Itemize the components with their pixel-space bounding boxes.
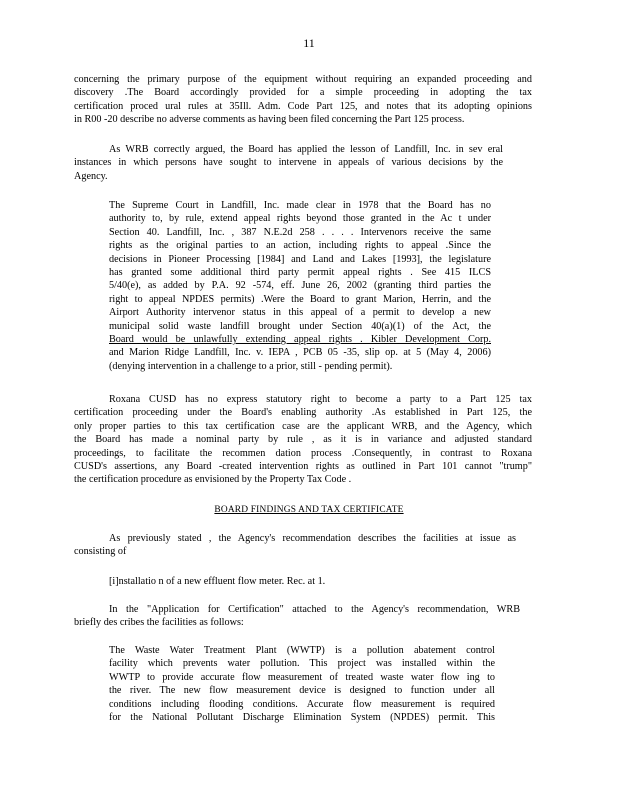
text-line: As previously stated , the Agency's recommendation describes the facilities at issue as (109, 533, 516, 544)
text-line: the certification procedure as envisioned by the Property Tax Code . (74, 474, 352, 486)
text-line: certification proced ural rules at 35Ill. Adm. Code Part 125, and notes that its adopting opinions (74, 100, 532, 112)
text-line: As WRB correctly argued, the Board has applied the lesson of Landfill, Inc. in sev eral (109, 144, 503, 155)
paragraph-2 (74, 143, 503, 183)
text-line: discovery .The Board accordingly provided for a simple proceeding in adopting the tax (74, 87, 532, 99)
text-line: for the National Pollutant Discharge Elimination System (NPDES) permit. This (109, 712, 495, 724)
text-line: 5/40(e), as added by P.A. 92 -574, eff. June 26, 2002 (granting third parties the (109, 280, 491, 292)
text-line: only proper parties to this tax certification case are the applicant WRB, and the Agency, which (74, 420, 532, 432)
text-line: In the "Application for Certification" attached to the Agency's recommendation, WRB (109, 604, 520, 615)
block-quote-2 (109, 575, 409, 588)
text-line: conditions including flooding conditions. Accurate flow measurement is required (109, 698, 495, 710)
text-line: has granted some additional third party permit appeal rights . See 415 ILCS (109, 267, 491, 279)
text-line: briefly des cribes the facilities as follows: (74, 617, 244, 629)
text-line: (denying intervention in a challenge to a prior, still - pending permit). (109, 360, 393, 372)
text-line: The Waste Water Treatment Plant (WWTP) is a pollution abatement control (109, 645, 495, 656)
paragraph-1 (74, 73, 532, 127)
section-heading (0, 505, 618, 515)
text-line: CUSD's assertions, any Board -created intervention rights as outlined in Part 101 cannot "trump" (74, 461, 532, 473)
section-heading-text: BOARD FINDINGS AND TAX CERTIFICATE (214, 505, 404, 515)
paragraph-5 (74, 603, 520, 630)
text-line: instances in which persons have sought to intervene in appeals of various decisions by the (74, 157, 503, 169)
text-line: municipal solid waste landfill brought under Section 40(a)(1) of the Act, the (109, 320, 491, 332)
text-line: Roxana CUSD has no express statutory right to become a party to a Part 125 tax (109, 394, 532, 405)
text-line: WWTP to provide accurate flow measurement of treated waste water flow ing to (109, 671, 495, 683)
text-line: authority to, by rule, extend appeal rights beyond those granted in the Ac t under (109, 213, 491, 225)
text-line: proceedings, to facilitate the recommen dation process .Consequently, in contrast to Roxana (74, 447, 532, 459)
text-line: Agency. (74, 170, 108, 182)
text-line: consisting of (74, 546, 127, 558)
text-line: concerning the primary purpose of the equipment without requiring an expanded proceeding and (74, 74, 532, 85)
text-line: right to appeal NPDES permits) .Were the Board to grant Marion, Herrin, and the (109, 293, 491, 305)
text-line: [i]nstallatio n of a new effluent flow meter. Rec. at 1. (109, 576, 326, 587)
paragraph-4 (74, 532, 516, 559)
text-line: the river. The new flow measurement device is designed to function under all (109, 685, 495, 697)
text-line: The Supreme Court in Landfill, Inc. made clear in 1978 that the Board has no (109, 200, 491, 211)
text-line: rights as the original parties to an action, including rights to appeal .Since the (109, 240, 491, 252)
text-line: Board would be unlawfully extending appeal rights . Kibler Development Corp. (109, 334, 491, 346)
text-line: Section 40. Landfill, Inc. , 387 N.E.2d 258 . . . . Intervenors receive the same (109, 226, 491, 238)
text-line: certification proceeding under the Board's enabling authority .As established in Part 125, the (74, 407, 532, 419)
text-line: decisions in Pioneer Processing [1984] and Land and Lakes [1993], the legislature (109, 253, 491, 265)
paragraph-3 (74, 393, 532, 487)
text-line: the Board has made a nominal party by rule , as it is in variance and adjusted standard (74, 434, 532, 446)
page-number: 11 (303, 36, 315, 50)
block-quote-3 (109, 644, 495, 724)
text-line: and Marion Ridge Landfill, Inc. v. IEPA , PCB 05 -35, slip op. at 5 (May 4, 2006) (109, 347, 491, 359)
text-line: in R00 -20 describe no adverse comments as having been filed concerning the Part 125 process. (74, 114, 465, 126)
text-line: Airport Authority intervenor status in this appeal of a permit to develop a new (109, 307, 491, 319)
text-line: facility which prevents water pollution. This project was installed within the (109, 658, 495, 670)
block-quote-1 (109, 199, 491, 373)
